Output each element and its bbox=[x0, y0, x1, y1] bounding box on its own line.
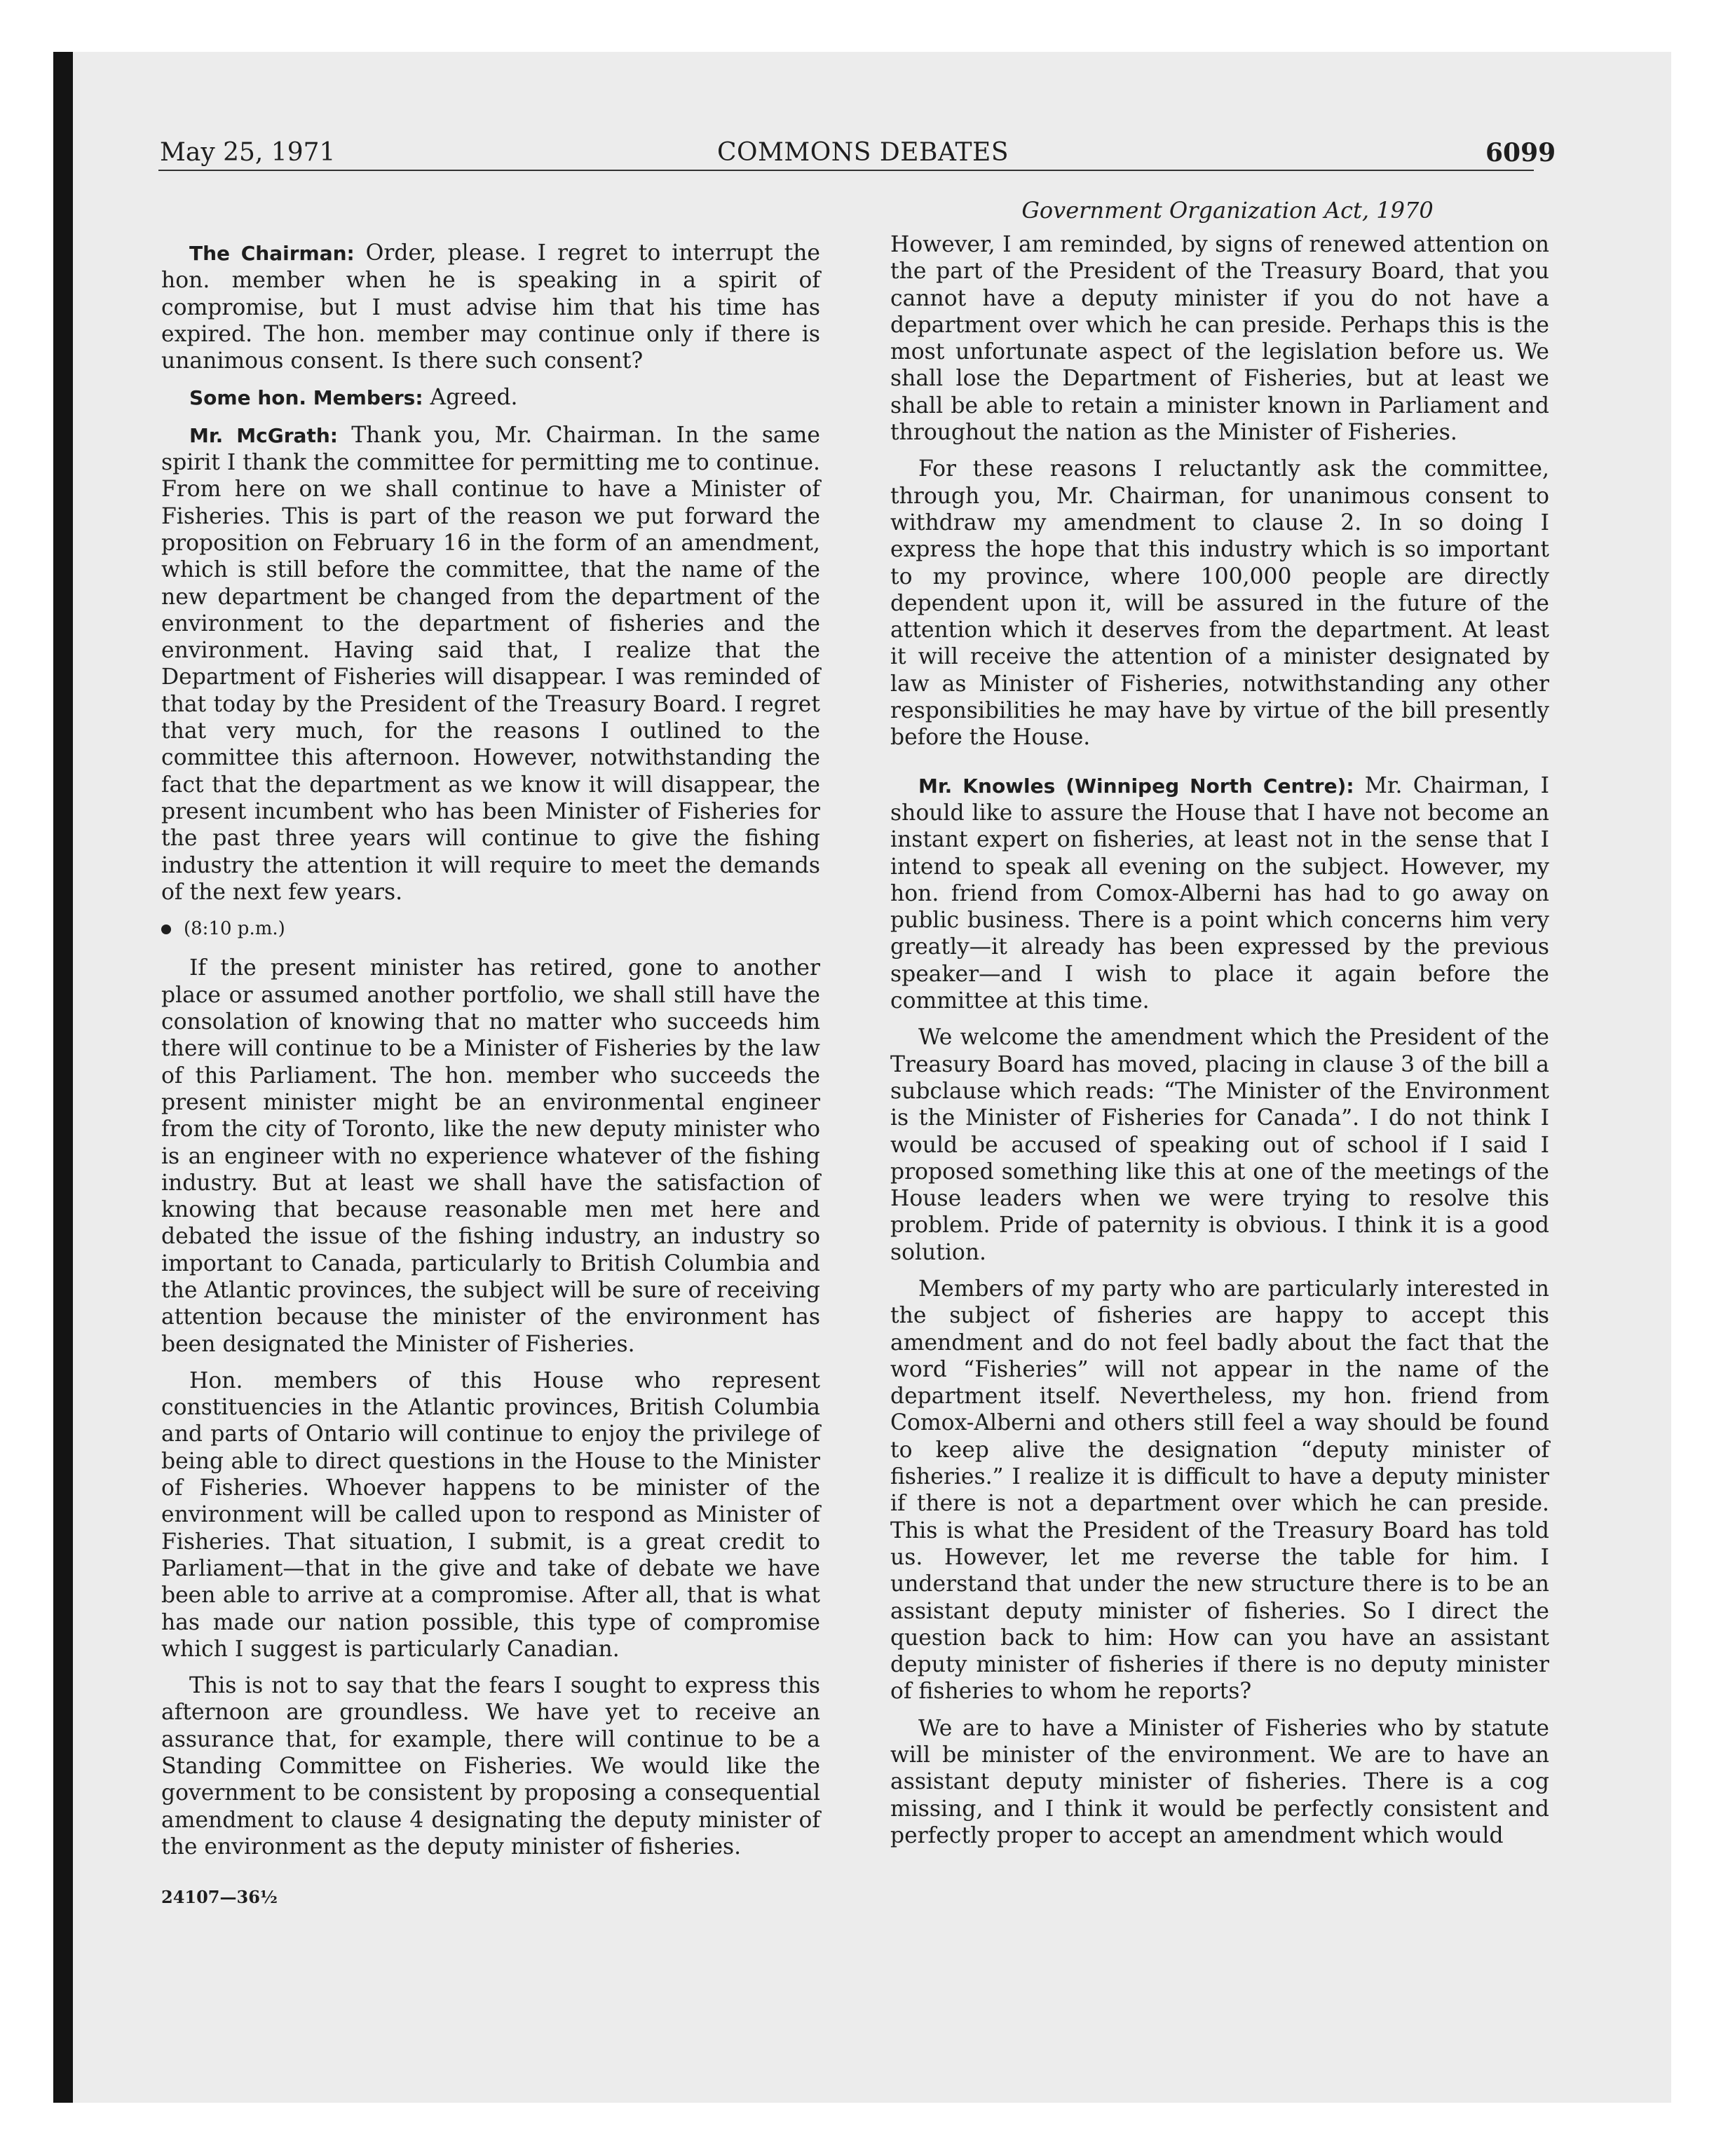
paragraph: For these reasons I reluctantly ask the committee, through you, Mr. Chairman, for unanimous consent to withdraw my amendment to clause 2. In so doing I express the hope that this industry which is so important to my province, where 100,000 people are directly dependent upon it, will be assured in the future of the attention which it deserves from the department. At least it will receive the attention of a minister designated by law as Minister of Fisheries, notwithstanding any other responsibilities he may have by virtue of the bill presently before the House. bbox=[890, 456, 1549, 751]
header-title: COMMONS DEBATES bbox=[717, 138, 1009, 167]
paragraph: Hon. members of this House who represent constituencies in the Atlantic provinces, British Columbia and parts of Ontario will continue to enjoy the privilege of being able to direct questions in the House to the Minister of Fisheries. Whoever happens to be minister of the environment will be called upon to respond as Minister of Fisheries. That situation, I submit, is a great credit to Parliament—that in the give and take of debate we have been able to arrive at a compromise. After all, that is what has made our nation possible, this type of compromise which I suggest is particularly Canadian. bbox=[161, 1367, 820, 1662]
time-marker-text: (8:10 p.m.) bbox=[184, 918, 285, 940]
speaker-name: The Chairman: bbox=[189, 242, 355, 265]
paragraph: We welcome the amendment which the President of the Treasury Board has moved, placing in clause 3 of the bill a subclause which reads: “The Minister of the Environment is the Minister of Fisheries for Canada”. I do not think I would be accused of speaking out of school if I said I proposed something like this at one of the meetings of the House leaders when we were trying to resolve this problem. Pride of paternity is obvious. I think it is a good solution. bbox=[890, 1025, 1549, 1265]
speaker-name: Some hon. Members: bbox=[189, 386, 423, 410]
header-rule bbox=[158, 170, 1534, 171]
scan-edge-bar bbox=[53, 52, 73, 2103]
running-head: Government Organization Act, 1970 bbox=[1021, 197, 1434, 224]
paragraph bbox=[161, 422, 820, 906]
speech-text: Thank you, Mr. Chairman. In the same spirit I thank the committee for permitting me to continue. From here on we shall continue to have a Minister of Fisheries. This is part of the reason we put forward the proposition on February 16 in the form of an amendment, which is still before the committee, that the name of the new department be changed from the department of the environment to the department of fisheries and the environment. Having said that, I realize that the Department of Fisheries will disappear. I was reminded of that today by the President of the Treasury Board. I regret that very much, for the reasons I outlined to the committee this afternoon. However, notwithstanding the fact that the department as we know it will disappear, the present incumbent who has been Minister of Fisheries for the past three years will continue to give the fishing industry the attention it will require to meet the demands of the next few years. bbox=[161, 422, 820, 905]
paragraph: If the present minister has retired, gone to another place or assumed another portfolio, we shall still have the consolation of knowing that no matter who succeeds him there will continue to be a Minister of Fisheries by the law of this Parliament. The hon. member who succeeds the present minister might be an environmental engineer from the city of Toronto, like the new deputy minister who is an engineer with no experience whatever of the fishing industry. But at least we shall have the satisfaction of knowing that because reasonable men met here and debated the issue of the fishing industry, an industry so important to Canada, particularly to British Columbia and the Atlantic provinces, the subject will be sure of receiving attention because the minister of the environment has been designated the Minister of Fisheries. bbox=[161, 955, 820, 1357]
paragraph bbox=[161, 240, 820, 374]
paragraph: We are to have a Minister of Fisheries who by statute will be minister of the environment. We are to have an assistant deputy minister of fisheries. There is a cog missing, and I think it would be perfectly consistent and perfectly proper to accept an amendment which would bbox=[890, 1715, 1549, 1848]
paragraph: This is not to say that the fears I sought to express this afternoon are groundless. We have yet to receive an assurance that, for example, there will continue to be a Standing Committee on Fisheries. We would like the government to be consistent by proposing a consequential amendment to clause 4 designating the deputy minister of the environment as the deputy minister of fisheries. bbox=[161, 1673, 820, 1860]
speaker-name: Mr. McGrath: bbox=[189, 423, 338, 447]
paragraph bbox=[890, 772, 1549, 1015]
header-date: May 25, 1971 bbox=[160, 138, 336, 167]
left-column bbox=[161, 240, 820, 1911]
speech-text: Mr. Chairman, I should like to assure the House that I have not become an instant expert on fisheries, at least not in the sense that I intend to speak all evening on the subject. However, my hon. friend from Comox-Alberni has had to go away on public business. There is a point which concerns him very greatly—it already has been expressed by the previous speaker—and I wish to place it again before the committee at this time. bbox=[890, 772, 1549, 1014]
speech-text: Agreed. bbox=[423, 385, 518, 411]
speaker-name: Mr. Knowles (Winnipeg North Centre): bbox=[918, 774, 1354, 798]
paragraph: However, I am reminded, by signs of renewed attention on the part of the President of the Treasury Board, that you cannot have a deputy minister if you do not have a department over which he can preside. Perhaps this is the most unfortunate aspect of the legislation before us. We shall lose the Department of Fisheries, but at least we shall be able to retain a minister known in Parliament and throughout the nation as the Minister of Fisheries. bbox=[890, 232, 1549, 446]
right-column bbox=[890, 231, 1549, 1849]
scanned-page bbox=[53, 52, 1671, 2103]
paragraph: Members of my party who are particularly interested in the subject of fisheries are happy to accept this amendment and do not feel badly about the fact that the word “Fisheries” will not appear in the name of the department itself. Nevertheless, my hon. friend from Comox-Alberni and others still feel a way should be found to keep alive the designation “deputy minister of fisheries.” I realize it is difficult to have a deputy minister if there is not a department over which he can preside. This is what the President of the Treasury Board has told us. However, let me reverse the table for him. I understand that under the new structure there is to be an assistant deputy minister of fisheries. So I direct the question back to him: How can you have an assistant deputy minister of fisheries if there is no deputy minister of fisheries to whom he reports? bbox=[890, 1276, 1549, 1705]
print-code: 24107—36½ bbox=[161, 1887, 278, 1908]
bullet-icon bbox=[161, 925, 171, 934]
speech-text: Order, please. I regret to interrupt the hon. member when he is speaking in a spirit of compromise, but I must advise him that his time has expired. The hon. member may continue only if there is unanimous consent. Is there such consent? bbox=[161, 240, 820, 374]
paragraph bbox=[161, 384, 820, 411]
header-page-number: 6099 bbox=[1485, 138, 1556, 168]
time-marker bbox=[161, 915, 820, 942]
